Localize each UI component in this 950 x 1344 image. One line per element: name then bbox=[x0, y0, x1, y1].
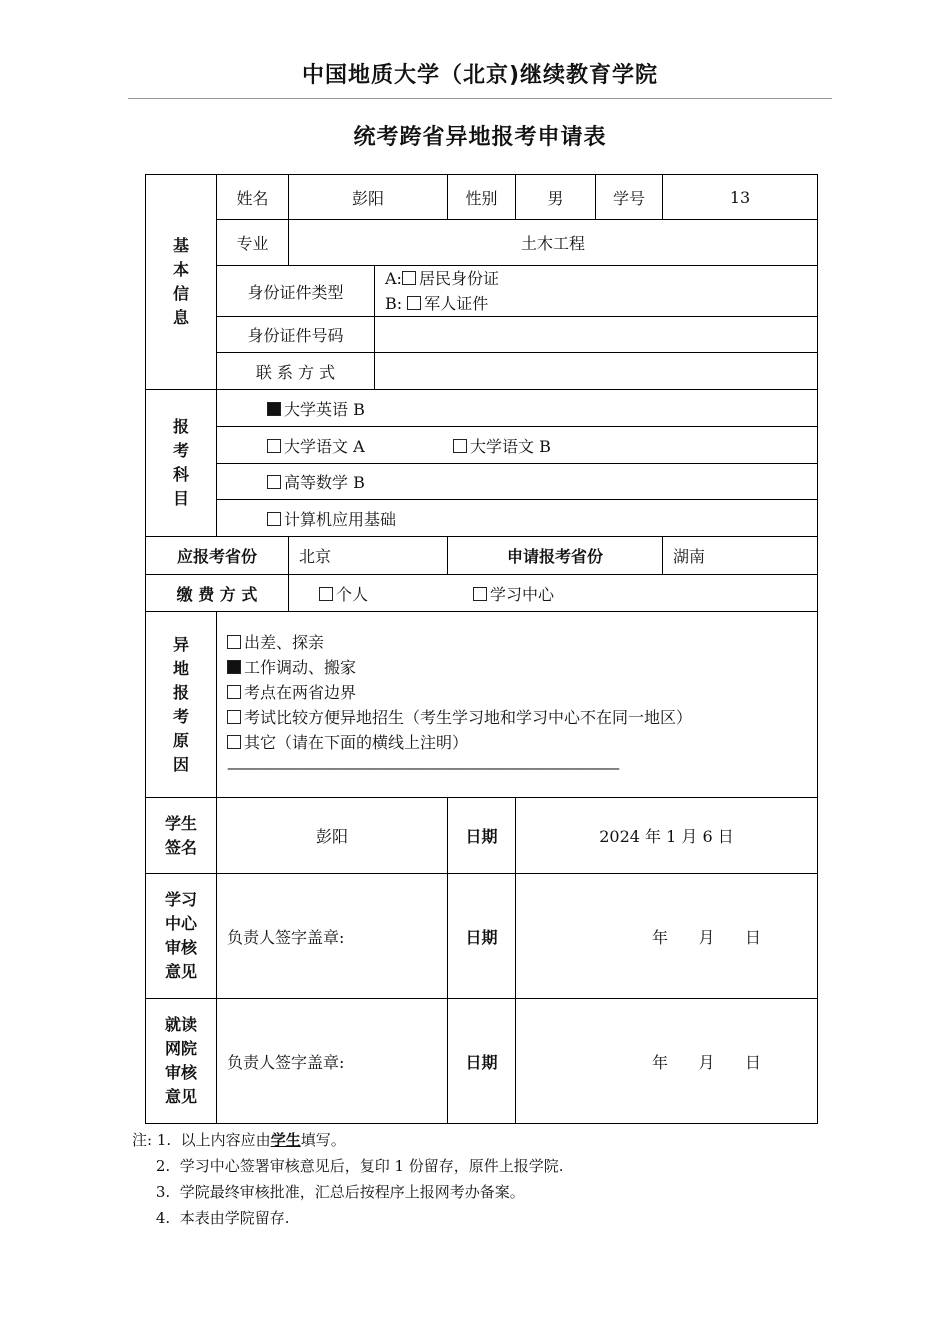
major-value[interactable]: 土木工程 bbox=[289, 220, 818, 266]
apply-province-label: 申请报考省份 bbox=[448, 537, 663, 575]
checkbox-icon[interactable] bbox=[453, 439, 467, 453]
center-date-value[interactable]: 年 月 日 bbox=[516, 874, 818, 999]
college-date-label: 日期 bbox=[448, 999, 516, 1124]
subject-chinese-b[interactable]: 大学语文 B bbox=[470, 436, 551, 456]
subject-row-3 bbox=[217, 464, 818, 500]
college-review-label: 就读 网院 审核 意见 bbox=[146, 999, 217, 1124]
checkbox-icon[interactable] bbox=[473, 587, 487, 601]
student-signature[interactable]: 彭阳 bbox=[217, 798, 448, 874]
payment-options bbox=[289, 575, 818, 612]
subject-row-4 bbox=[217, 500, 818, 537]
center-date-label: 日期 bbox=[448, 874, 516, 999]
student-date-value[interactable]: 2024 年 1 月 6 日 bbox=[516, 798, 818, 874]
application-form-table bbox=[145, 174, 818, 1124]
note-emphasis: 学生 bbox=[270, 1131, 301, 1149]
reason-option-1[interactable]: 出差、探亲 bbox=[227, 630, 817, 655]
subject-row-2 bbox=[217, 427, 818, 464]
college-sign-seal[interactable]: 负责人签字盖章: bbox=[217, 999, 448, 1124]
checkbox-icon[interactable] bbox=[227, 635, 241, 649]
basic-info-section-label: 基 本 信 息 bbox=[146, 175, 217, 390]
form-title: 统考跨省异地报考申请表 bbox=[353, 125, 607, 150]
contact-value[interactable] bbox=[375, 353, 818, 390]
checked-box-icon[interactable] bbox=[227, 660, 241, 674]
reason-option-3[interactable]: 考点在两省边界 bbox=[227, 680, 817, 705]
subject-english-b[interactable]: 大学英语 B bbox=[284, 399, 365, 419]
student-no-value[interactable]: 13 bbox=[663, 175, 818, 220]
reason-section-label: 异 地 报 考 原 因 bbox=[146, 612, 217, 798]
center-review-label: 学习 中心 审核 意见 bbox=[146, 874, 217, 999]
note-1: 注: 1. 以上内容应由学生填写。 bbox=[132, 1131, 346, 1149]
origin-province-value[interactable]: 北京 bbox=[289, 537, 448, 575]
id-type-option-a[interactable]: A: 居民身份证 bbox=[385, 269, 499, 288]
reason-option-2[interactable]: 工作调动、搬家 bbox=[227, 655, 817, 680]
reason-option-5[interactable]: 其它（请在下面的横线上注明） bbox=[227, 730, 817, 755]
id-type-label: 身份证件类型 bbox=[217, 266, 375, 317]
student-date-label: 日期 bbox=[448, 798, 516, 874]
checkbox-icon[interactable] bbox=[227, 710, 241, 724]
name-value[interactable]: 彭阳 bbox=[289, 175, 448, 220]
note-3: 3. 学院最终审核批准，汇总后按程序上报网考办备案。 bbox=[132, 1183, 525, 1201]
id-type-options bbox=[375, 266, 818, 317]
major-label: 专业 bbox=[217, 220, 289, 266]
contact-label: 联 系 方 式 bbox=[217, 353, 375, 390]
subjects-section-label: 报 考 科 目 bbox=[146, 390, 217, 537]
checkbox-icon[interactable] bbox=[407, 296, 421, 310]
header-rule bbox=[128, 98, 832, 99]
subject-math-b[interactable]: 高等数学 B bbox=[284, 473, 365, 492]
center-sign-seal[interactable]: 负责人签字盖章: bbox=[217, 874, 448, 999]
note-4: 4. 本表由学院留存. bbox=[132, 1209, 290, 1227]
checkbox-icon[interactable] bbox=[227, 685, 241, 699]
subject-computer[interactable]: 计算机应用基础 bbox=[284, 509, 397, 529]
checkbox-icon[interactable] bbox=[402, 271, 416, 285]
name-label: 姓名 bbox=[217, 175, 289, 220]
notes bbox=[132, 1127, 564, 1231]
payment-center[interactable]: 学习中心 bbox=[490, 584, 555, 604]
college-date-value[interactable]: 年 月 日 bbox=[516, 999, 818, 1124]
reason-option-4[interactable]: 考试比较方便异地招生（考生学习地和学习中心不在同一地区） bbox=[227, 705, 817, 730]
subject-row-1 bbox=[217, 390, 818, 427]
id-type-option-b[interactable]: B: 军人证件 bbox=[385, 294, 489, 313]
id-number-label: 身份证件号码 bbox=[217, 317, 375, 353]
student-sign-label: 学生 签名 bbox=[146, 798, 217, 874]
institution-header: 中国地质大学（北京)继续教育学院 bbox=[301, 63, 659, 88]
checkbox-icon[interactable] bbox=[267, 475, 281, 489]
reason-blank-line[interactable]: —————————————————————————————— bbox=[227, 757, 617, 777]
checkbox-icon[interactable] bbox=[267, 512, 281, 526]
gender-value[interactable]: 男 bbox=[516, 175, 596, 220]
note-2: 2. 学习中心签署审核意见后，复印 1 份留存，原件上报学院. bbox=[132, 1157, 564, 1175]
checked-box-icon[interactable] bbox=[267, 402, 281, 416]
gender-label: 性别 bbox=[448, 175, 516, 220]
apply-province-value[interactable]: 湖南 bbox=[663, 537, 818, 575]
origin-province-label: 应报考省份 bbox=[146, 537, 289, 575]
checkbox-icon[interactable] bbox=[267, 439, 281, 453]
checkbox-icon[interactable] bbox=[319, 587, 333, 601]
subject-chinese-a[interactable]: 大学语文 A bbox=[284, 436, 365, 456]
id-number-value[interactable] bbox=[375, 317, 818, 353]
reason-options bbox=[217, 612, 818, 798]
payment-personal[interactable]: 个人 bbox=[336, 584, 369, 604]
payment-label: 缴 费 方 式 bbox=[146, 575, 289, 612]
checkbox-icon[interactable] bbox=[227, 735, 241, 749]
student-no-label: 学号 bbox=[596, 175, 663, 220]
